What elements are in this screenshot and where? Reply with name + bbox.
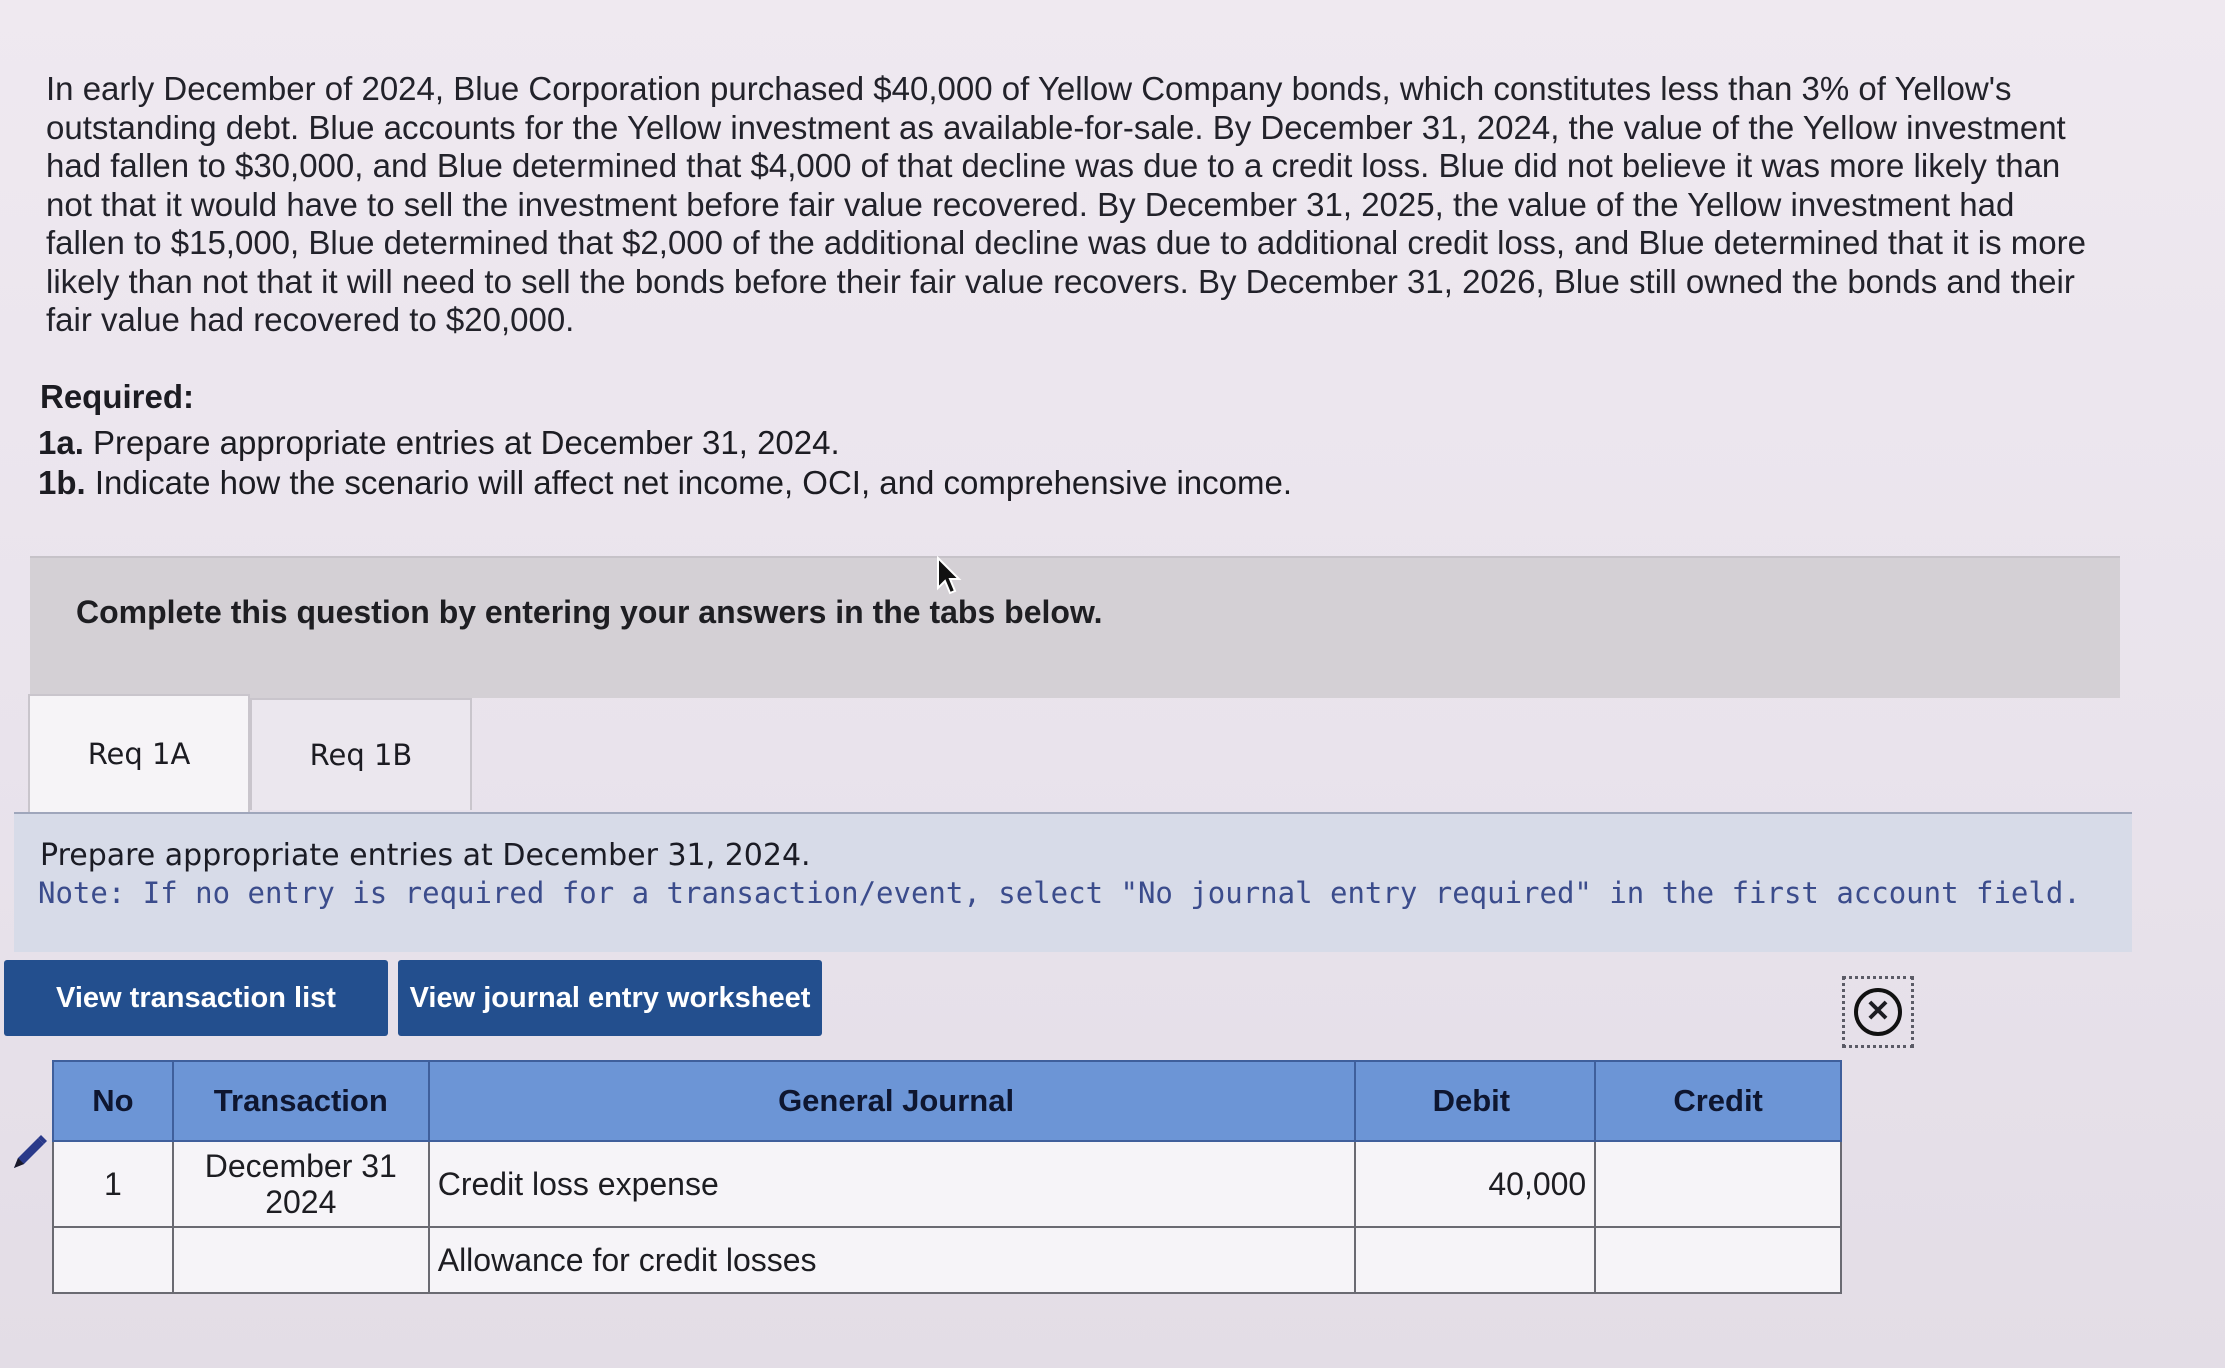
instructions-note: Note: If no entry is required for a transaction/event, select "No journal entry required" in the first account field. [38,876,2081,910]
table-row [53,1141,1841,1227]
pencil-icon[interactable] [8,1130,52,1174]
account-field[interactable]: Credit loss expense [429,1141,1356,1227]
header-credit: Credit [1595,1061,1841,1141]
debit-field[interactable] [1355,1227,1595,1293]
credit-field[interactable] [1595,1141,1841,1227]
tab-req-1a[interactable]: Req 1A [28,694,250,812]
view-transaction-list-button[interactable]: View transaction list [4,960,388,1036]
table-row [53,1227,1841,1293]
requirement-1a [38,424,840,462]
mouse-cursor-icon [936,556,962,596]
view-journal-entry-worksheet-button[interactable]: View journal entry worksheet [398,960,822,1036]
tab-req-1b[interactable]: Req 1B [250,698,472,810]
debit-field[interactable]: 40,000 [1355,1141,1595,1227]
journal-table [52,1060,1842,1294]
credit-field[interactable] [1595,1227,1841,1293]
account-field[interactable]: Allowance for credit losses [429,1227,1356,1293]
required-heading: Required: [40,378,195,415]
row-number [53,1227,173,1293]
transaction-date-line2: 2024 [265,1184,337,1220]
requirement-1b-label: 1b. [38,464,86,501]
transaction-date-line1: December 31 [204,1148,397,1184]
requirement-1b-text: Indicate how the scenario will affect net income, OCI, and comprehensive income. [94,464,1293,501]
header-no: No [53,1061,173,1141]
header-transaction: Transaction [173,1061,429,1141]
row-number: 1 [53,1141,173,1227]
requirement-1b [38,464,1292,502]
requirement-1a-text: Prepare appropriate entries at December 31, 2024. [93,424,840,461]
requirement-1a-label: 1a. [38,424,84,461]
header-debit: Debit [1355,1061,1595,1141]
transaction-date [173,1141,429,1227]
header-general-journal: General Journal [429,1061,1356,1141]
journal-header-row [53,1061,1841,1141]
tab-instructions [14,812,2132,952]
problem-statement: In early December of 2024, Blue Corporation purchased $40,000 of Yellow Company bonds, which constitutes less than 3% of Yellow's outstanding debt. Blue accounts for the Yellow investment as available-for-sale. By December 31, 2024, the value of the Yellow investment had fallen to $30,000, and Blue determined that $4,000 of that decline was due to a credit loss. Blue did not believe it was more likely than not that it would have to sell the investment before fair value recovered. By December 31, 2025, the value of the Yellow investment had fallen to $15,000, Blue determined that $2,000 of the additional decline was due to additional credit loss, and Blue determined that it is more likely than not that it will need to sell the bonds before their fair value recovers. By December 31, 2026, Blue still owned the bonds and their fair value had recovered to $20,000. [46,70,2086,338]
banner-text: Complete this question by entering your answers in the tabs below. [76,594,1103,630]
close-circle-icon: ✕ [1854,988,1902,1036]
instructions-text: Prepare appropriate entries at December 31, 2024. [40,838,811,873]
instruction-banner [30,556,2120,698]
close-button[interactable] [1842,976,1914,1048]
transaction-date [173,1227,429,1293]
